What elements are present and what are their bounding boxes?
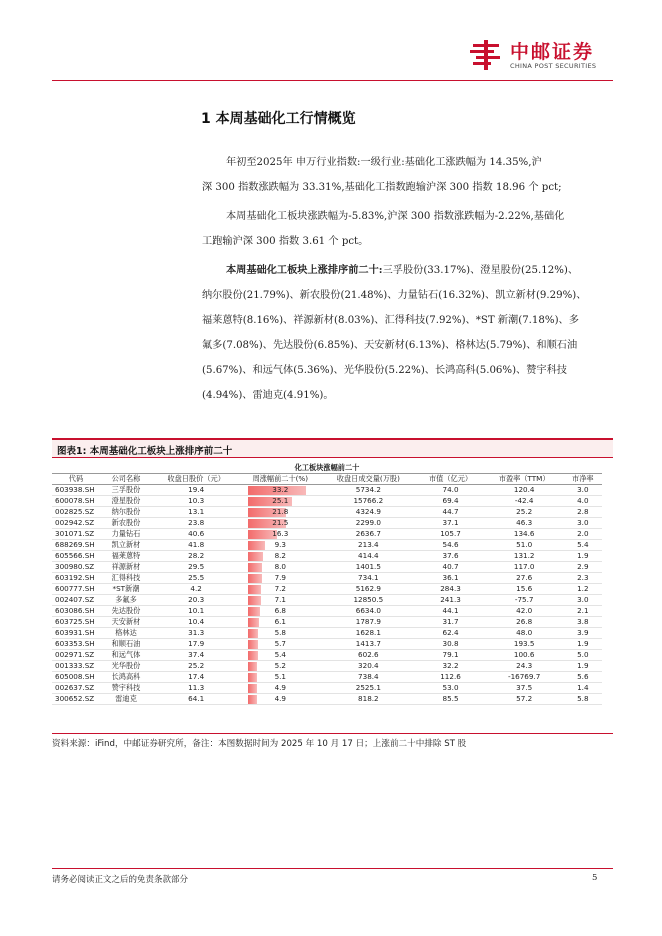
- column-header: 代码: [52, 474, 100, 485]
- cell-mcap: 62.4: [416, 628, 484, 639]
- cell-pb: 2.0: [564, 529, 602, 540]
- table-row: [52, 672, 602, 683]
- cell-code: 603086.SH: [52, 606, 100, 617]
- weekly-change-value: 5.4: [274, 650, 287, 659]
- cell-vol: 818.2: [320, 694, 416, 705]
- weekly-change-value: 6.8: [274, 606, 287, 615]
- cell-price: 17.4: [152, 672, 240, 683]
- weekly-change-cell: [240, 595, 320, 606]
- cell-vol: 12850.5: [320, 595, 416, 606]
- company-logo: [470, 37, 620, 77]
- table-row: [52, 595, 602, 606]
- weekly-change-bar: [248, 563, 262, 573]
- cell-pb: 2.8: [564, 507, 602, 518]
- paragraph-line: (5.67%)、和远气体(5.36%)、光华股份(5.22%)、长鸿高科(5.06%)、赞宇科技: [202, 365, 567, 376]
- cell-vol: 602.6: [320, 650, 416, 661]
- cell-code: 300980.SZ: [52, 562, 100, 573]
- weekly-change-cell: [240, 540, 320, 551]
- paragraph-line: 深 300 指数涨跌幅为 33.31%,基础化工指数跑输沪深 300 指数 18.96 个 pct;: [202, 182, 562, 193]
- cell-code: 002942.SZ: [52, 518, 100, 529]
- cell-price: 40.6: [152, 529, 240, 540]
- weekly-change-cell: [240, 694, 320, 705]
- cell-code: 002971.SZ: [52, 650, 100, 661]
- cell-pb: 1.9: [564, 551, 602, 562]
- weekly-change-value: 7.2: [274, 584, 287, 593]
- paragraph-line: (4.94%)、雷迪克(4.91%)。: [202, 390, 334, 401]
- weekly-change-cell: [240, 617, 320, 628]
- cell-code: 603931.SH: [52, 628, 100, 639]
- column-header: 公司名称: [100, 474, 152, 485]
- weekly-change-value: 5.7: [274, 639, 287, 648]
- table-row: [52, 529, 602, 540]
- weekly-change-cell: [240, 529, 320, 540]
- cell-mcap: 31.7: [416, 617, 484, 628]
- weekly-change-cell: [240, 573, 320, 584]
- cell-pe: 120.4: [485, 485, 564, 496]
- table-row: [52, 551, 602, 562]
- cell-price: 37.4: [152, 650, 240, 661]
- cell-price: 11.3: [152, 683, 240, 694]
- weekly-change-cell: [240, 639, 320, 650]
- weekly-change-bar: [248, 629, 258, 639]
- cell-price: 29.5: [152, 562, 240, 573]
- column-header: 周涨幅前二十(%): [240, 474, 320, 485]
- cell-mcap: 37.6: [416, 551, 484, 562]
- table-header-row: [52, 474, 602, 485]
- cell-vol: 5162.9: [320, 584, 416, 595]
- table-row: [52, 562, 602, 573]
- cell-name: 新农股份: [100, 518, 152, 529]
- cell-code: 002825.SZ: [52, 507, 100, 518]
- weekly-change-cell: [240, 551, 320, 562]
- cell-price: 23.8: [152, 518, 240, 529]
- cell-price: 31.3: [152, 628, 240, 639]
- cell-price: 4.2: [152, 584, 240, 595]
- cell-price: 10.3: [152, 496, 240, 507]
- weekly-change-bar: [248, 662, 257, 672]
- weekly-change-value: 4.9: [274, 694, 287, 703]
- cell-pb: 3.9: [564, 628, 602, 639]
- weekly-change-bar: [248, 640, 258, 650]
- cell-price: 13.1: [152, 507, 240, 518]
- cell-name: 和顺石油: [100, 639, 152, 650]
- cell-vol: 1787.9: [320, 617, 416, 628]
- weekly-change-bar: [248, 607, 260, 617]
- cell-pb: 4.0: [564, 496, 602, 507]
- weekly-change-value: 5.8: [274, 628, 287, 637]
- cell-vol: 2636.7: [320, 529, 416, 540]
- cell-mcap: 44.7: [416, 507, 484, 518]
- cell-pb: 1.9: [564, 661, 602, 672]
- weekly-change-bar: [248, 651, 257, 661]
- cell-vol: 738.4: [320, 672, 416, 683]
- cell-pb: 1.2: [564, 584, 602, 595]
- figure-title-bar: [52, 438, 613, 458]
- weekly-change-bar: [248, 618, 259, 628]
- cell-code: 300652.SZ: [52, 694, 100, 705]
- cell-vol: 1401.5: [320, 562, 416, 573]
- cell-pe: 100.6: [485, 650, 564, 661]
- cell-name: 凯立新材: [100, 540, 152, 551]
- weekly-change-bar: [248, 596, 260, 606]
- cell-pb: 2.1: [564, 606, 602, 617]
- weekly-change-value: 5.1: [274, 672, 287, 681]
- cell-pe: 48.0: [485, 628, 564, 639]
- cell-name: 福莱蒽特: [100, 551, 152, 562]
- cell-pe: 37.5: [485, 683, 564, 694]
- source-note: 资料来源：iFind，中邮证券研究所，备注：本图数据时间为 2025 年 10 月 17 日；上涨前二十中排除 ST 股: [52, 739, 467, 749]
- weekly-change-value: 8.0: [274, 562, 287, 571]
- cell-mcap: 54.6: [416, 540, 484, 551]
- cell-pe: -16769.7: [485, 672, 564, 683]
- cell-pb: 3.0: [564, 518, 602, 529]
- cell-vol: 6634.0: [320, 606, 416, 617]
- section-title: 1 本周基础化工行情概览: [201, 111, 356, 127]
- weekly-change-cell: [240, 584, 320, 595]
- cell-name: 赞宇科技: [100, 683, 152, 694]
- paragraph-ytd-performance: [202, 150, 612, 200]
- cell-pe: 46.3: [485, 518, 564, 529]
- cell-pb: 3.0: [564, 485, 602, 496]
- cell-name: 祥源新材: [100, 562, 152, 573]
- cell-vol: 734.1: [320, 573, 416, 584]
- paragraph-line: 福莱蒽特(8.16%)、祥源新材(8.03%)、汇得科技(7.92%)、*ST 新潮(7.18%)、多: [202, 315, 579, 326]
- cell-name: 澄星股份: [100, 496, 152, 507]
- cell-code: 603353.SH: [52, 639, 100, 650]
- weekly-change-cell: [240, 683, 320, 694]
- cell-price: 64.1: [152, 694, 240, 705]
- cell-price: 10.1: [152, 606, 240, 617]
- weekly-change-bar: [248, 541, 264, 551]
- paragraph-lead: 本周基础化工板块上涨排序前二十:: [226, 264, 383, 276]
- cell-name: *ST新潮: [100, 584, 152, 595]
- column-header: 收盘日股价（元）: [152, 474, 240, 485]
- weekly-change-cell: [240, 518, 320, 529]
- weekly-change-bar: [248, 585, 261, 595]
- column-header: 市盈率（TTM）: [485, 474, 564, 485]
- footer-divider: [52, 868, 613, 869]
- table-row: [52, 573, 602, 584]
- cell-vol: 320.4: [320, 661, 416, 672]
- cell-price: 41.8: [152, 540, 240, 551]
- weekly-change-cell: [240, 672, 320, 683]
- cell-code: 301071.SZ: [52, 529, 100, 540]
- weekly-change-cell: [240, 485, 320, 496]
- cell-price: 17.9: [152, 639, 240, 650]
- cell-pb: 5.4: [564, 540, 602, 551]
- weekly-change-cell: [240, 661, 320, 672]
- cell-mcap: 241.3: [416, 595, 484, 606]
- cell-code: 603192.SH: [52, 573, 100, 584]
- cell-vol: 414.4: [320, 551, 416, 562]
- cell-pb: 1.9: [564, 639, 602, 650]
- cell-price: 28.2: [152, 551, 240, 562]
- page-number: 5: [592, 873, 598, 883]
- table-body: [52, 485, 602, 705]
- cell-mcap: 36.1: [416, 573, 484, 584]
- weekly-change-value: 9.3: [274, 540, 287, 549]
- figure-title: 图表1: 本周基础化工板块上涨排序前二十: [57, 446, 233, 457]
- cell-mcap: 105.7: [416, 529, 484, 540]
- cell-code: 603725.SH: [52, 617, 100, 628]
- cell-price: 10.4: [152, 617, 240, 628]
- cell-pb: 1.4: [564, 683, 602, 694]
- cell-mcap: 53.0: [416, 683, 484, 694]
- cell-name: 和远气体: [100, 650, 152, 661]
- paragraph-line: [202, 258, 612, 283]
- weekly-change-value: 16.3: [272, 529, 289, 538]
- weekly-change-bar: [248, 574, 262, 584]
- cell-price: 25.2: [152, 661, 240, 672]
- column-header: 收盘日成交量(万股): [320, 474, 416, 485]
- cell-price: 25.5: [152, 573, 240, 584]
- top-twenty-table: [52, 463, 602, 705]
- table-row: [52, 661, 602, 672]
- weekly-change-value: 4.9: [274, 683, 287, 692]
- cell-price: 20.3: [152, 595, 240, 606]
- cell-pe: -75.7: [485, 595, 564, 606]
- column-header: 市值（亿元）: [416, 474, 484, 485]
- cell-name: 汇得科技: [100, 573, 152, 584]
- cell-pb: 2.3: [564, 573, 602, 584]
- paragraph-line: 年初至2025年 申万行业指数:一级行业:基础化工涨跌幅为 14.35%,沪: [226, 157, 542, 168]
- table-row: [52, 694, 602, 705]
- cell-pb: 3.8: [564, 617, 602, 628]
- cell-name: 多氟多: [100, 595, 152, 606]
- cell-mcap: 85.5: [416, 694, 484, 705]
- cell-vol: 1413.7: [320, 639, 416, 650]
- cell-code: 001333.SZ: [52, 661, 100, 672]
- weekly-change-cell: [240, 628, 320, 639]
- cell-name: 雷迪克: [100, 694, 152, 705]
- cell-vol: 2299.0: [320, 518, 416, 529]
- cell-name: 三孚股份: [100, 485, 152, 496]
- cell-code: 002637.SZ: [52, 683, 100, 694]
- paragraph-line: 本周基础化工板块涨跌幅为-5.83%,沪深 300 指数涨跌幅为-2.22%,基础化: [226, 211, 565, 222]
- cell-name: 先达股份: [100, 606, 152, 617]
- cell-name: 光华股份: [100, 661, 152, 672]
- weekly-change-bar: [248, 673, 257, 683]
- cell-vol: 2525.1: [320, 683, 416, 694]
- cell-vol: 1628.1: [320, 628, 416, 639]
- cell-code: 603938.SH: [52, 485, 100, 496]
- cell-pe: 51.0: [485, 540, 564, 551]
- cell-pe: -42.4: [485, 496, 564, 507]
- cell-mcap: 30.8: [416, 639, 484, 650]
- table-row: [52, 507, 602, 518]
- weekly-change-cell: [240, 650, 320, 661]
- weekly-change-value: 7.9: [274, 573, 287, 582]
- weekly-change-bar: [248, 695, 257, 705]
- cell-pe: 134.6: [485, 529, 564, 540]
- weekly-change-value: 6.1: [274, 617, 287, 626]
- cell-pe: 193.5: [485, 639, 564, 650]
- weekly-change-value: 5.2: [274, 661, 287, 670]
- table-row: [52, 496, 602, 507]
- weekly-change-bar: [248, 552, 262, 562]
- paragraph-line: 工跑输沪深 300 指数 3.61 个 pct。: [202, 236, 369, 247]
- cell-code: 605008.SH: [52, 672, 100, 683]
- table-row: [52, 617, 602, 628]
- cell-mcap: 44.1: [416, 606, 484, 617]
- cell-mcap: 32.2: [416, 661, 484, 672]
- paragraph-line: 氟多(7.08%)、先达股份(6.85%)、天安新材(6.13%)、格林达(5.79%)、和顺石油: [202, 340, 578, 351]
- cell-vol: 15766.2: [320, 496, 416, 507]
- table-row: [52, 606, 602, 617]
- weekly-change-cell: [240, 562, 320, 573]
- cell-vol: 4324.9: [320, 507, 416, 518]
- cell-name: 纳尔股份: [100, 507, 152, 518]
- cell-name: 格林达: [100, 628, 152, 639]
- china-post-logo-icon: [470, 38, 504, 72]
- weekly-change-value: 25.1: [272, 496, 289, 505]
- header-divider: [52, 80, 613, 81]
- weekly-change-value: 8.2: [274, 551, 287, 560]
- table-row: [52, 518, 602, 529]
- cell-pb: 5.6: [564, 672, 602, 683]
- cell-pe: 42.0: [485, 606, 564, 617]
- cell-pe: 24.3: [485, 661, 564, 672]
- cell-pe: 25.2: [485, 507, 564, 518]
- cell-code: 600078.SH: [52, 496, 100, 507]
- column-header: 市净率: [564, 474, 602, 485]
- weekly-change-cell: [240, 496, 320, 507]
- cell-code: 600777.SH: [52, 584, 100, 595]
- cell-pe: 15.6: [485, 584, 564, 595]
- cell-code: 688269.SH: [52, 540, 100, 551]
- table-row: [52, 628, 602, 639]
- paragraph-text: 三孚股份(33.17%)、澄星股份(25.12%)、: [382, 265, 579, 276]
- cell-name: 天安新材: [100, 617, 152, 628]
- cell-price: 19.4: [152, 485, 240, 496]
- cell-pb: 5.8: [564, 694, 602, 705]
- cell-vol: 5734.2: [320, 485, 416, 496]
- cell-mcap: 69.4: [416, 496, 484, 507]
- cell-code: 002407.SZ: [52, 595, 100, 606]
- weekly-change-value: 21.8: [272, 507, 289, 516]
- cell-name: 长鸿高科: [100, 672, 152, 683]
- cell-mcap: 74.0: [416, 485, 484, 496]
- cell-pb: 2.9: [564, 562, 602, 573]
- weekly-change-value: 7.1: [274, 595, 287, 604]
- table-row: [52, 639, 602, 650]
- table-caption: 化工板块涨幅前二十: [52, 463, 602, 474]
- cell-pb: 5.0: [564, 650, 602, 661]
- brand-name-en: CHINA POST SECURITIES: [510, 62, 597, 70]
- cell-pb: 3.0: [564, 595, 602, 606]
- cell-vol: 213.4: [320, 540, 416, 551]
- cell-pe: 27.6: [485, 573, 564, 584]
- weekly-change-bar: [248, 684, 257, 694]
- paragraph-line: 纳尔股份(21.79%)、新农股份(21.48%)、力量钻石(16.32%)、凯立新材(9.29%)、: [202, 290, 587, 301]
- cell-mcap: 112.6: [416, 672, 484, 683]
- table-bottom-rule: [52, 733, 613, 734]
- weekly-change-cell: [240, 606, 320, 617]
- cell-mcap: 284.3: [416, 584, 484, 595]
- cell-mcap: 40.7: [416, 562, 484, 573]
- cell-pe: 26.8: [485, 617, 564, 628]
- table-row: [52, 485, 602, 496]
- table-row: [52, 650, 602, 661]
- paragraph-weekly-performance: [202, 204, 612, 254]
- weekly-change-value: 21.5: [272, 518, 289, 527]
- cell-pe: 57.2: [485, 694, 564, 705]
- weekly-change-cell: [240, 507, 320, 518]
- table-row: [52, 584, 602, 595]
- footer-disclaimer: 请务必阅读正文之后的免责条款部分: [52, 875, 189, 885]
- cell-code: 605566.SH: [52, 551, 100, 562]
- table-row: [52, 683, 602, 694]
- cell-mcap: 79.1: [416, 650, 484, 661]
- table-row: [52, 540, 602, 551]
- cell-mcap: 37.1: [416, 518, 484, 529]
- cell-pe: 131.2: [485, 551, 564, 562]
- cell-name: 力量钻石: [100, 529, 152, 540]
- paragraph-top-twenty: [202, 258, 612, 408]
- weekly-change-value: 33.2: [272, 485, 289, 494]
- cell-pe: 117.0: [485, 562, 564, 573]
- brand-name-cn: 中邮证券: [510, 41, 595, 63]
